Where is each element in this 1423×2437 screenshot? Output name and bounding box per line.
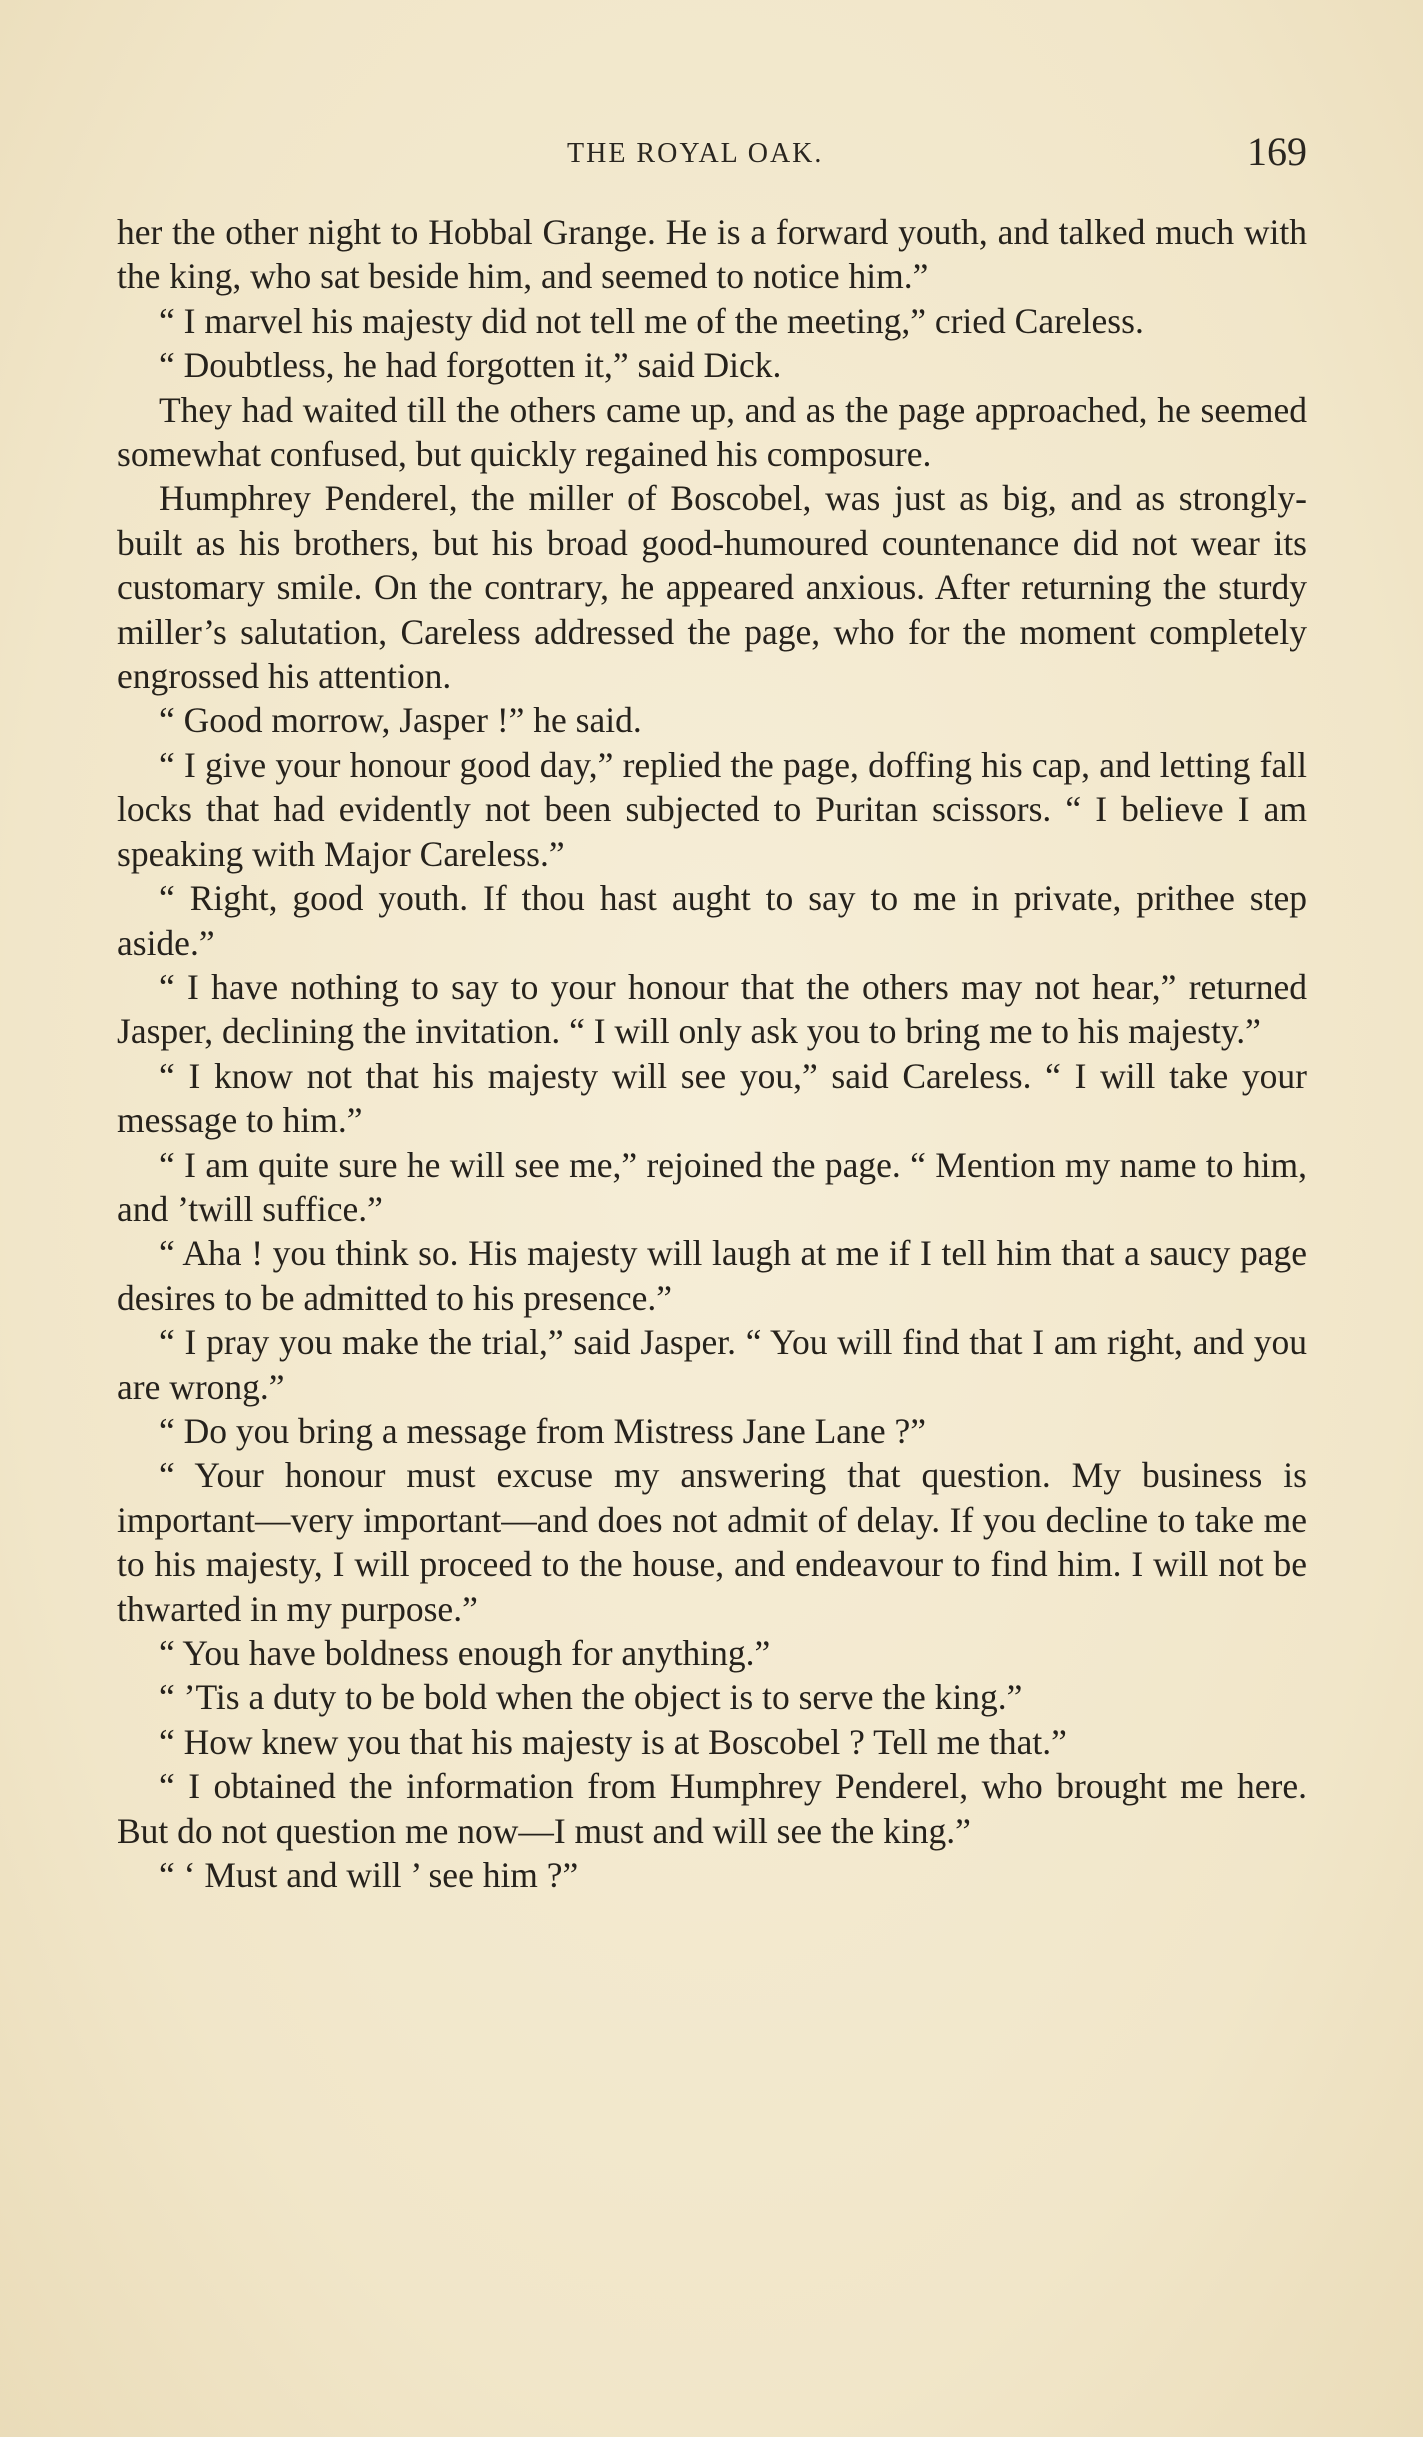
page-number: 169 xyxy=(1247,129,1307,174)
paragraph: “ How knew you that his majesty is at Boscobel ? Tell me that.” xyxy=(159,1721,1067,1762)
body-text xyxy=(117,210,1307,1897)
paragraph: “ Right, good youth. If thou hast aught to say to me in private, prithee step aside.” xyxy=(117,878,1307,963)
paragraph: “ I give your honour good day,” replied the page, doffing his cap, and letting fall locks that had evidently not been subjected to Puritan scissors. “ I believe I am speaking with Major Careless.” xyxy=(117,744,1307,874)
paragraph: “ Your honour must excuse my answering that question. My business is important—very important—and does not admit of delay. If you decline to take me to his majesty, I will proceed to the house, and endeavour to find him. I will not be thwarted in my purpose.” xyxy=(117,1455,1307,1629)
paragraph: They had waited till the others came up, and as the page approached, he seemed somewhat confused, but quickly regained his composure. xyxy=(117,389,1307,475)
paragraph: “ ’Tis a duty to be bold when the object is to serve the king.” xyxy=(159,1677,1023,1718)
paragraph: “ I marvel his majesty did not tell me of the meeting,” cried Careless. xyxy=(159,300,1144,341)
paragraph: “ Doubtless, he had forgotten it,” said Dick. xyxy=(159,345,782,386)
paragraph: “ Good morrow, Jasper !” he said. xyxy=(159,700,642,741)
page-header xyxy=(117,128,1307,178)
paragraph: “ ‘ Must and will ’ see him ?” xyxy=(159,1855,579,1896)
paragraph: her the other night to Hobbal Grange. He is a forward youth, and talked much with the king, who sat beside him, and seemed to notice him.” xyxy=(117,212,1307,297)
running-title: THE ROYAL OAK. xyxy=(567,138,824,169)
paragraph: “ Do you bring a message from Mistress Jane Lane ?” xyxy=(159,1410,926,1451)
paragraph: “ Aha ! you think so. His majesty will laugh at me if I tell him that a saucy page desires to be admitted to his presence.” xyxy=(117,1233,1307,1318)
paragraph: “ I have nothing to say to your honour that the others may not hear,” returned Jasper, declining the invitation. “ I will only ask you to bring me to his majesty.” xyxy=(117,966,1307,1052)
paragraph: “ I am quite sure he will see me,” rejoined the page. “ Mention my name to him, and ’twill suffice.” xyxy=(117,1144,1307,1229)
paragraph: Humphrey Penderel, the miller of Boscobel, was just as big, and as strongly-built as his brothers, but his broad good-humoured countenance did not wear its customary smile. On the contrary, he appeared anxious. After returning the sturdy miller’s salutation, Careless addressed the page, who for the moment completely engrossed his attention. xyxy=(117,478,1307,697)
paragraph: “ I obtained the information from Humphrey Penderel, who brought me here. But do not question me now—I must and will see the king.” xyxy=(117,1766,1307,1851)
paragraph: “ I pray you make the trial,” said Jasper. “ You will find that I am right, and you are wrong.” xyxy=(117,1322,1307,1407)
paragraph: “ You have boldness enough for anything.” xyxy=(159,1633,771,1673)
paragraph: “ I know not that his majesty will see you,” said Careless. “ I will take your message to him.” xyxy=(117,1055,1307,1141)
